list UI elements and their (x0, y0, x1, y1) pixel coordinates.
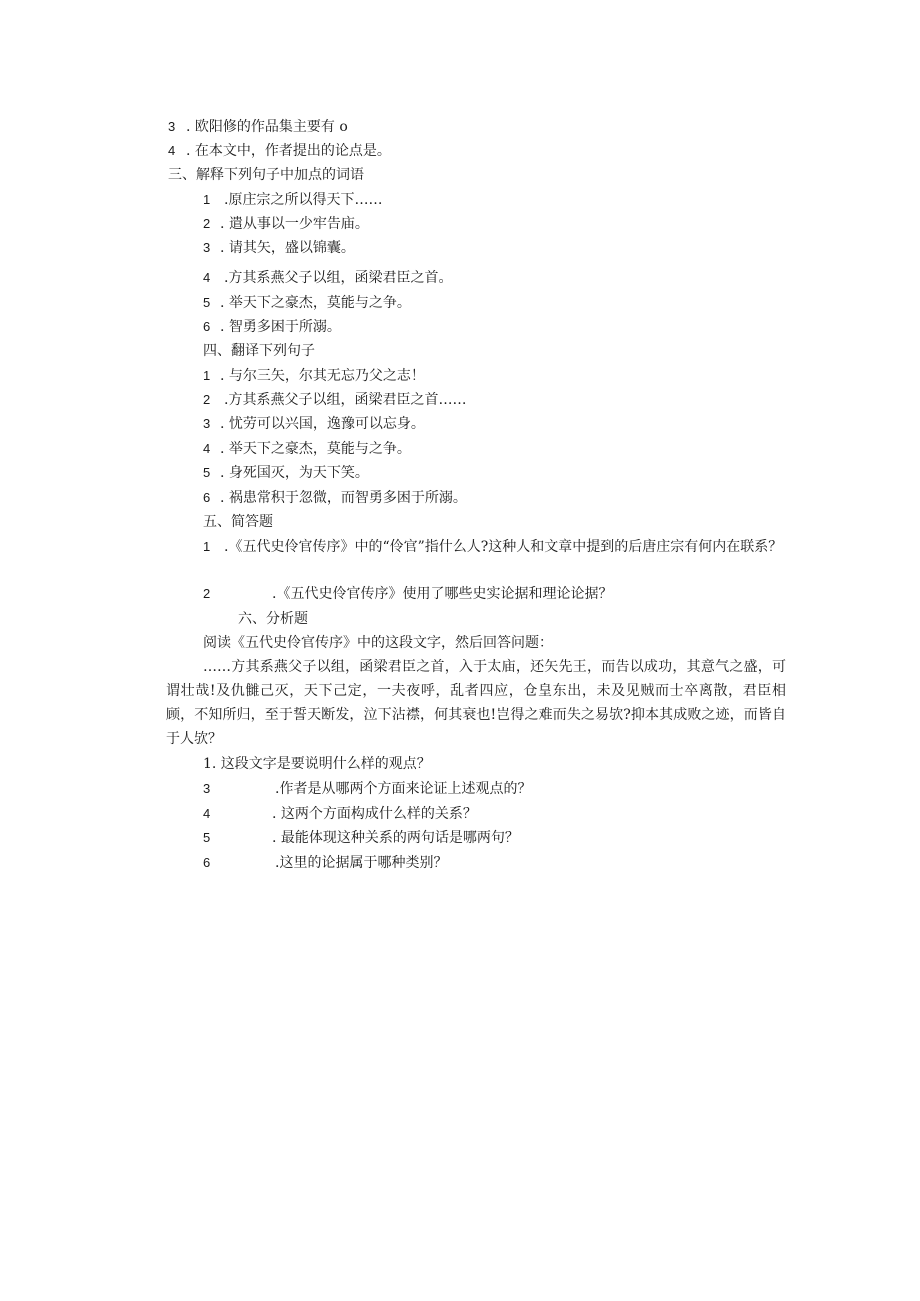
item-text: . 举天下之豪杰，莫能与之争。 (220, 441, 411, 457)
question-number: 3 (168, 119, 176, 134)
item-text: . 最能体现这种关系的两句话是哪两句？ (272, 830, 519, 846)
item-number: 5 (203, 295, 211, 310)
item-text: . 祸患常积于忽微，而智勇多困于所溺。 (220, 490, 467, 506)
item-number: 1 (203, 539, 211, 554)
section-4-heading: 四、翻译下列句子 (203, 343, 315, 359)
item-number: 6 (203, 490, 211, 505)
item-number: 1 (203, 368, 211, 383)
question-text: . 在本文中，作者提出的论点是。 (186, 143, 391, 159)
item-number: 2 (203, 216, 211, 231)
analysis-intro: 阅读《五代史伶官传序》中的这段文字，然后回答问题： (203, 635, 553, 651)
item-number: 4 (203, 806, 211, 821)
item-number: 4 (203, 270, 211, 285)
section-6-heading: 六、分析题 (238, 611, 308, 627)
item-number: 3 (203, 240, 211, 255)
question-text: . 欧阳修的作品集主要有 o (186, 119, 348, 135)
item-number: 3 (203, 416, 211, 431)
item-text: . 忧劳可以兴国，逸豫可以忘身。 (220, 416, 425, 432)
analysis-question-1: 1. 这段文字是要说明什么样的观点？ (203, 756, 431, 772)
item-text: . 身死国灭，为天下笑。 (220, 465, 369, 481)
item-number: 3 (203, 781, 211, 796)
item-number: 2 (203, 392, 211, 407)
item-text: .方其系燕父子以组，函梁君臣之首。 (224, 270, 453, 286)
item-number: 6 (203, 855, 211, 870)
item-text: . 请其矢，盛以锦囊。 (220, 240, 355, 256)
item-text: .《五代史伶官传序》使用了哪些史实论据和理论论据？ (272, 586, 613, 602)
item-number: 5 (203, 465, 211, 480)
item-text: . 与尔三矢，尔其无忘乃父之志！ (220, 368, 425, 384)
item-text: .原庄宗之所以得天下…… (224, 192, 383, 208)
section-5-heading: 五、简答题 (203, 514, 273, 530)
item-text: . 遣从事以一少牢告庙。 (220, 216, 369, 232)
item-number: 5 (203, 830, 211, 845)
item-text: . 举天下之豪杰，莫能与之争。 (220, 295, 411, 311)
item-number: 6 (203, 319, 211, 334)
question-number: 4 (168, 143, 176, 158)
item-text: .《五代史伶官传序》中的“伶官”指什么人?这种人和文章中提到的后唐庄宗有何内在联系？ (224, 539, 783, 555)
item-number: 2 (203, 586, 211, 601)
item-text: . 这两个方面构成什么样的关系？ (272, 806, 477, 822)
section-3-heading: 三、解释下列句子中加点的词语 (168, 167, 364, 183)
item-text: . 智勇多困于所溺。 (220, 319, 341, 335)
item-text: .方其系燕父子以组，函梁君臣之首…… (224, 392, 467, 408)
item-text: .作者是从哪两个方面来论证上述观点的？ (275, 781, 532, 797)
item-text: .这里的论据属于哪种类别？ (275, 855, 448, 871)
analysis-passage: ……方其系燕父子以组，函梁君臣之首，入于太庙，还矢先王，而告以成功，其意气之盛，可谓壮哉!及仇雠己灭，天下己定，一夫夜呼，乱者四应，仓皇东出，未及见贼而士卒离散，君臣相顾，不知所归，至于誓天断发，泣下沾襟，何其衰也!岂得之难而失之易欤?抑本其成败之迹，而皆自于人欤？ (166, 659, 786, 747)
item-number: 1 (203, 192, 211, 207)
item-number: 4 (203, 441, 211, 456)
